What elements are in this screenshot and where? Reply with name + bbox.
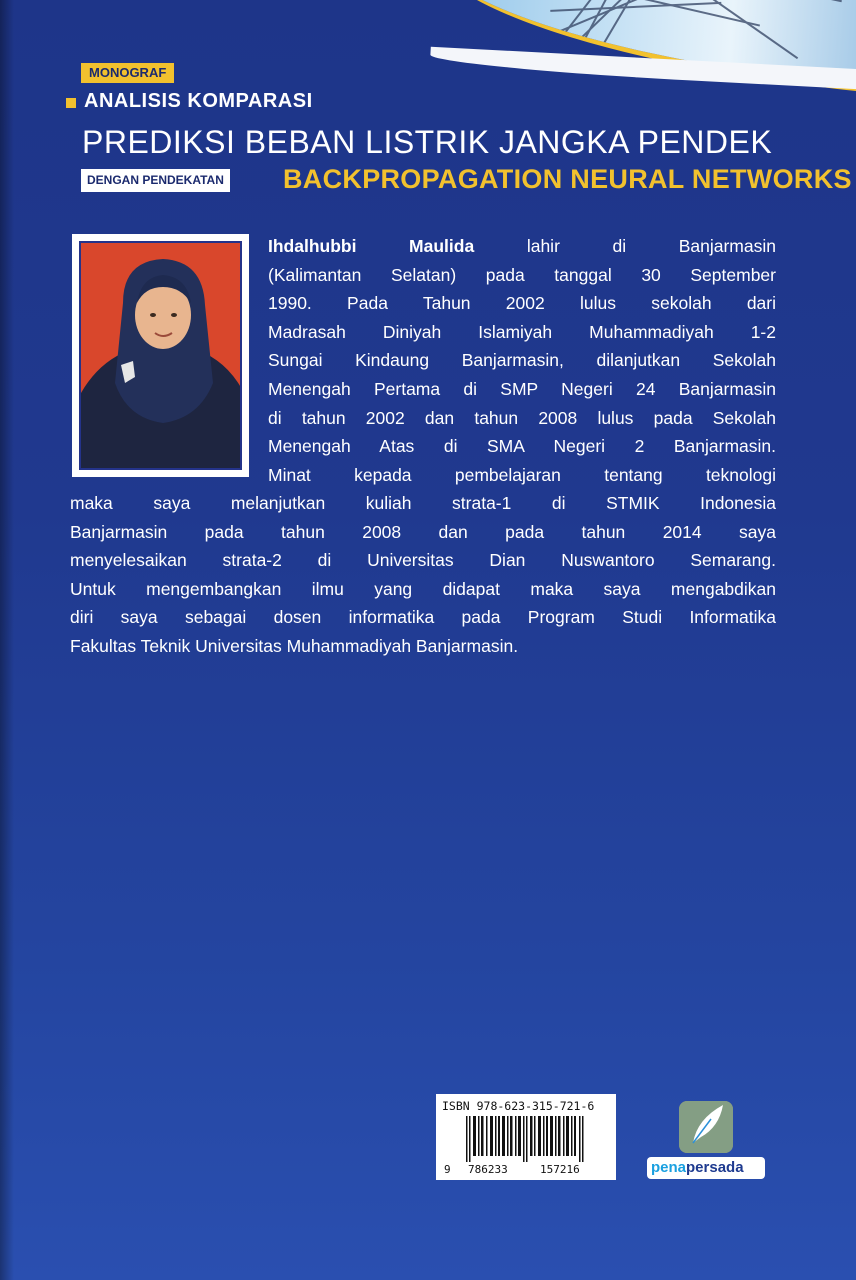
bio-line: Madrasah Diniyah Islamiyah Muhammadiyah 1-2 bbox=[268, 321, 776, 342]
publisher-name: penapersada bbox=[647, 1157, 765, 1179]
title-line-1: ANALISIS KOMPARASI bbox=[84, 90, 313, 112]
title-line-3: BACKPROPAGATION NEURAL NETWORKS bbox=[283, 164, 852, 194]
bio-line: di tahun 2002 dan tahun 2008 lulus pada Sekolah bbox=[268, 407, 776, 428]
bio-line: 1990. Pada Tahun 2002 lulus sekolah dari bbox=[268, 293, 776, 314]
title-bullet bbox=[66, 98, 76, 108]
bio-line: Minat kepada pembelajaran tentang teknologi bbox=[268, 464, 776, 485]
publisher-logo bbox=[647, 1097, 765, 1183]
barcode-icon bbox=[466, 1116, 586, 1162]
bio-line: menyelesaikan strata-2 di Universitas Dian Nuswantoro Semarang. bbox=[70, 550, 776, 571]
author-photo bbox=[72, 234, 249, 477]
isbn-label: ISBN 978-623-315-721-6 bbox=[442, 1099, 595, 1113]
bio-line: Sungai Kindaung Banjarmasin, dilanjutkan Sekolah bbox=[268, 350, 776, 371]
bio-line: Ihdalhubbi Maulida lahir di Banjarmasin bbox=[268, 236, 776, 256]
title-line-2: PREDIKSI BEBAN LISTRIK JANGKA PENDEK bbox=[82, 124, 773, 160]
barcode-digit-first: 9 bbox=[444, 1163, 451, 1176]
isbn-barcode bbox=[436, 1094, 616, 1180]
bio-line: (Kalimantan Selatan) pada tanggal 30 September bbox=[268, 264, 776, 285]
bio-line: Untuk mengembangkan ilmu yang didapat maka saya mengabdikan bbox=[70, 578, 776, 599]
barcode-digits-left: 786233 bbox=[468, 1163, 508, 1176]
spine-shadow bbox=[0, 0, 14, 1280]
bio-line: Fakultas Teknik Universitas Muhammadiyah Banjarmasin. bbox=[70, 635, 519, 656]
quill-logo-icon bbox=[675, 1097, 737, 1155]
connector-badge: DENGAN PENDEKATAN bbox=[81, 169, 230, 192]
author-portrait bbox=[79, 241, 242, 470]
bio-text-bottom bbox=[70, 489, 776, 661]
bio-text-top bbox=[268, 232, 776, 489]
bio-line: Menengah Pertama di SMP Negeri 24 Banjarmasin bbox=[268, 378, 776, 399]
barcode-digits-right: 157216 bbox=[540, 1163, 580, 1176]
bio-line: maka saya melanjutkan kuliah strata-1 di STMIK Indonesia bbox=[70, 493, 776, 513]
bio-line: Menengah Atas di SMA Negeri 2 Banjarmasin. bbox=[268, 436, 776, 457]
monograf-badge: MONOGRAF bbox=[81, 63, 174, 83]
author-name: Ihdalhubbi Maulida bbox=[268, 236, 475, 256]
bio-line: Banjarmasin pada tahun 2008 dan pada tahun 2014 saya bbox=[70, 521, 776, 542]
bio-line: diri saya sebagai dosen informatika pada Program Studi Informatika bbox=[70, 607, 776, 628]
